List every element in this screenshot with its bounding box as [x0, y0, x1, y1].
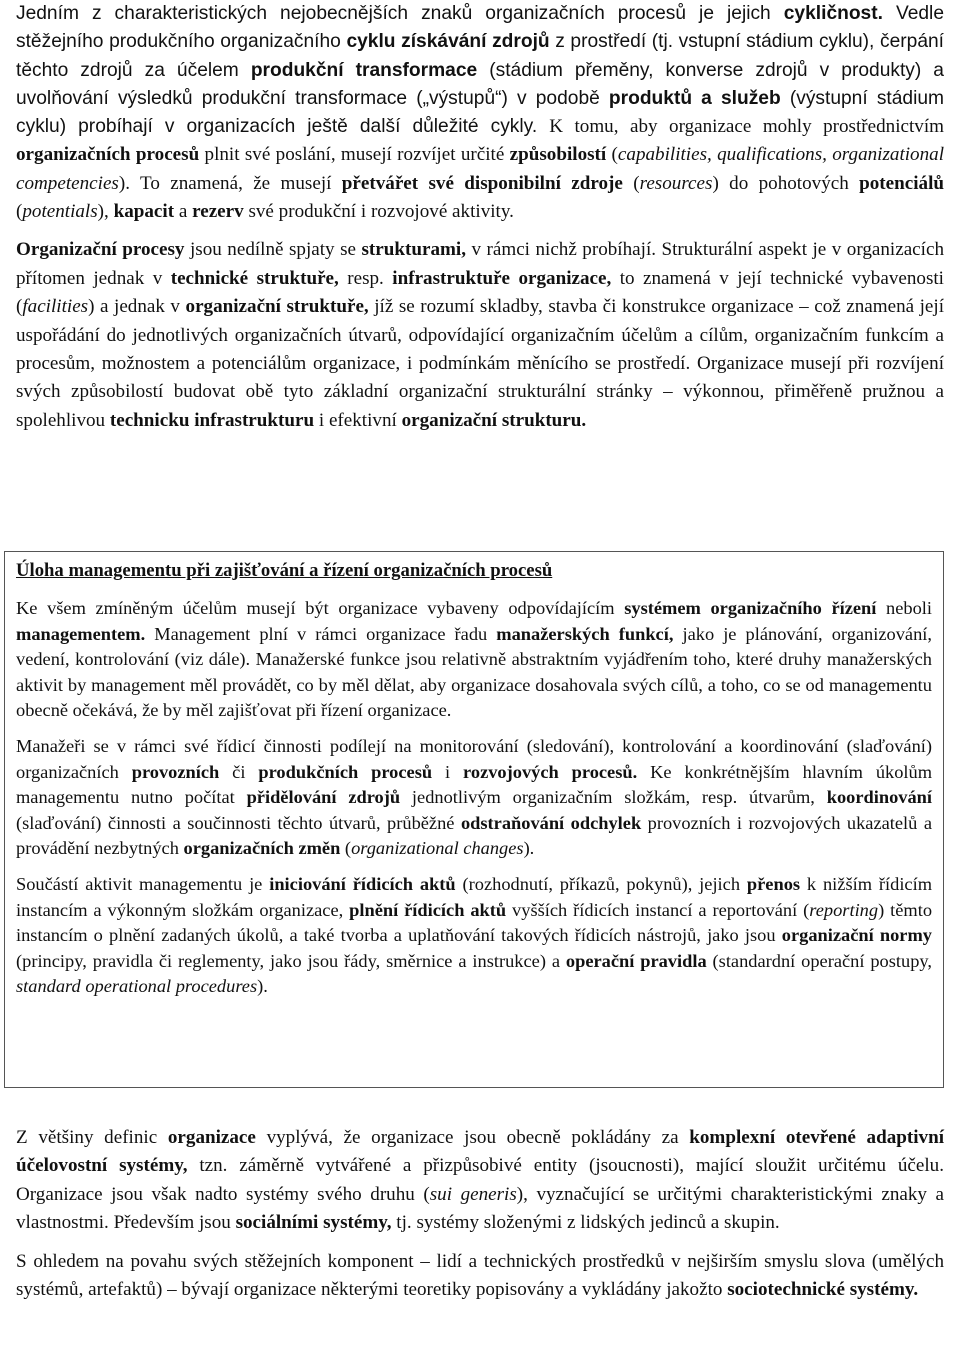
paragraph-sociotechnical — [16, 1248, 944, 1305]
bold-term: způsobilostí — [509, 144, 607, 166]
text-run: a — [174, 201, 193, 223]
bold-term: cykličnost. — [783, 3, 883, 24]
text-run: i — [432, 761, 464, 782]
bold-term: produktů a služeb — [608, 87, 781, 109]
text-run: ) těmto instancím o plnění zadaných úkolů, a také tvorba a uplatňování takových řídicích nástrojů, jako jsou — [16, 899, 933, 946]
box-paragraph-coordination — [16, 734, 932, 862]
bold-term: sociálními systémy, — [235, 1212, 392, 1234]
bold-term: organizace — [167, 1127, 256, 1148]
text-run: ( — [606, 144, 618, 166]
text-run: (slaďování) činnosti a součinnosti těchto útvarů, průběžné — [16, 812, 461, 833]
text-run: i efektivní — [314, 409, 402, 431]
bold-term: komplexní otevřené adaptivní účelovostní systémy, — [16, 1127, 944, 1177]
text-run: jako je plánování, organizování, vedení, kontrolování (viz dále). Manažerské funkce jsou relativně abstraktním vyjádřením toho, které druhy manažerských aktivit by management měl provádět, co by měl dělat, aby organizace dosahovala svých cílů, a toho, co se od managementu obecně očekává, že by měl zajišťovat při řízení organizace. — [16, 623, 932, 721]
text-run: z prostředí (tj. vstupní stádium cyklu), čerpání těchto zdrojů za účelem — [16, 31, 944, 81]
text-run: (stádium přeměny, konverse zdrojů v produkty) a uvolňování výsledků produkční transformace („výstupů“) v podobě — [16, 59, 944, 109]
text-run: Ke konkrétnějším hlavním úkolům managementu nutno počítat — [16, 761, 933, 808]
text-run: tj. systémy složenými z lidských jedinců a skupin. — [391, 1212, 780, 1234]
bold-term: managementem. — [16, 623, 146, 644]
text-run: ) do pohotových — [712, 172, 860, 194]
bold-term: plnění řídicích aktů — [349, 899, 507, 920]
bold-term: iniciování řídicích aktů — [269, 873, 456, 894]
text-run: jíž se rozumí skladby, stavba či konstrukce organizace – což znamená její uspořádání do jednotlivých organizačních útvarů, odpovídající organizačním účelům a cílům, organizačním funkcím a procesům, možnostem a potenciálům organizace, i podmínkám měnícího se prostředí. Organizace musejí při rozvíjení svých způsobilostí budovat obě tyto základní organizační strukturální stránky – výkonnou, přiměřeně pružnou a spolehlivou — [16, 296, 945, 431]
bold-term: technické struktuře, — [170, 267, 339, 289]
text-run: vyplývá, že organizace jsou obecně pokládány za — [255, 1127, 690, 1148]
text-run: Součástí aktivit managementu je — [16, 873, 270, 894]
text-run: v rámci nichž probíhají. Strukturální aspekt je v organizacích přítomen jednak v — [16, 239, 944, 289]
text-run: plnit své poslání, musejí rozvíjet určité — [199, 144, 510, 166]
text-run: tzn. záměrně vytvářené a přizpůsobivé entity (jsoucnosti), mající sloužit určitému účelu. Organizace jsou však nadto systémy svého druhu ( — [16, 1155, 944, 1205]
bold-term: systémem organizačního řízení — [624, 598, 877, 618]
bold-term: organizačních procesů — [16, 144, 200, 166]
text-run: ) a jednak v — [88, 296, 186, 318]
bold-term: organizační strukturu. — [401, 409, 587, 431]
bold-term: provozních — [131, 761, 220, 782]
italic-term: facilities — [22, 296, 89, 318]
bold-term: cyklu získávání zdrojů — [346, 31, 550, 53]
text-run: či — [219, 761, 259, 782]
text-run: ( — [16, 201, 23, 223]
text-run: Manažeři se v rámci své řídicí činnosti podílejí na monitorování (sledování), kontrolování a koordinování (slaďování) organizačních — [16, 735, 932, 782]
bold-term: potenciálů — [859, 172, 945, 194]
bold-term: organizační struktuře, — [185, 296, 369, 318]
bold-term: sociotechnické systémy. — [727, 1279, 919, 1301]
text-run: Jedním z charakteristických nejobecnějších znaků organizačních procesů je jejich — [16, 3, 784, 24]
text-run: jednotlivým organizačním složkám, resp. útvarům, — [400, 787, 827, 808]
text-run: ). To znamená, že musejí — [118, 172, 342, 194]
bold-term: operační pravidla — [565, 950, 707, 971]
bold-term: organizační normy — [781, 925, 932, 946]
bold-term: infrastruktuře organizace, — [392, 267, 612, 289]
text-run: provozních i rozvojových ukazatelů a provádění nezbytných — [16, 812, 933, 859]
text-run: k nižším řídicím instancím a výkonným složkám organizace, — [16, 873, 933, 920]
text-run: Vedle stěžejního produkčního organizačního — [16, 3, 944, 53]
text-run: (výstupní stádium cyklu) probíhají v organizacích ještě další důležité cykly. — [16, 87, 944, 138]
bold-term: přidělování zdrojů — [246, 787, 401, 808]
closing-text — [16, 1124, 944, 1304]
bold-term: produkční transformace — [250, 59, 478, 81]
italic-term: capabilities, qualifications, organizational competencies — [16, 144, 945, 194]
text-run: to znamená v její technické vybavenosti ( — [16, 267, 944, 318]
management-role-box — [4, 551, 944, 1088]
bold-term: odstraňování odchylek — [460, 812, 642, 833]
text-run: své produkční i rozvojové aktivity. — [243, 201, 514, 223]
bold-term: organizačních změn — [183, 838, 341, 859]
italic-term: potentials — [22, 201, 98, 223]
bold-term: koordinování — [826, 787, 932, 808]
text-run: (principy, pravidla či reglementy, jako jsou řády, směrnice a instrukce) a — [16, 950, 566, 971]
bold-term: kapacit — [113, 201, 175, 223]
paragraph-structures — [16, 236, 944, 435]
text-run: ), vyznačující se určitými charakteristickými znaky a vlastnostmi. Především jsou — [16, 1183, 944, 1234]
box-paragraph-functions — [16, 596, 932, 724]
italic-term: resources — [639, 172, 713, 194]
text-run: ( — [340, 838, 352, 859]
text-run: Management plní v rámci organizace řadu — [145, 623, 497, 644]
text-run: S ohledem na povahu svých stěžejních komponent – lidí a technických prostředků v nejširším smyslu slova (umělých systémů, artefaktů) – bývají organizace některými teoretiky popisovány a vykládány jakožto — [16, 1250, 944, 1301]
italic-term: sui generis — [429, 1183, 517, 1205]
text-run: ), — [97, 201, 114, 223]
page-body — [16, 0, 944, 435]
bold-term: přetvářet své disponibilní zdroje — [341, 172, 623, 194]
italic-term: standard operational procedures — [16, 976, 258, 997]
bold-term: manažerských funkcí, — [496, 623, 674, 644]
paragraph-cyclicity — [16, 0, 944, 226]
text-run: vyšších řídicích instancí a reportování ( — [506, 899, 810, 920]
text-run: (rozhodnutí, příkazů, pokynů), jejich — [455, 873, 747, 894]
text-run: resp. — [338, 267, 393, 289]
text-run: (standardní operační postupy, — [706, 950, 933, 971]
italic-term: organizational changes — [351, 838, 524, 859]
text-run: Ke všem zmíněným účelům musejí být organizace vybaveny odpovídajícím — [16, 598, 625, 618]
bold-term: rezerv — [192, 201, 244, 223]
bold-term: rozvojových procesů. — [463, 761, 638, 782]
bold-term: Organizační procesy — [16, 239, 185, 261]
paragraph-definition — [16, 1124, 944, 1238]
text-run: ). — [257, 976, 268, 997]
text-run: ). — [523, 838, 535, 859]
bold-term: produkčních procesů — [258, 761, 433, 782]
text-run: K tomu, aby organizace mohly prostřednictvím — [549, 116, 945, 138]
text-run: jsou nedílně spjaty se — [184, 239, 362, 261]
text-run: Z většiny definic — [16, 1127, 168, 1148]
bold-term: přenos — [746, 873, 801, 894]
italic-term: reporting — [809, 899, 879, 920]
box-paragraph-acts — [16, 872, 932, 1000]
bold-term: strukturami, — [361, 239, 466, 261]
text-run: ( — [622, 172, 640, 194]
box-heading: Úloha managementu při zajišťování a řízení organizačních procesů — [16, 560, 553, 581]
bold-term: technicku infrastrukturu — [109, 409, 315, 431]
text-run: neboli — [876, 598, 932, 618]
